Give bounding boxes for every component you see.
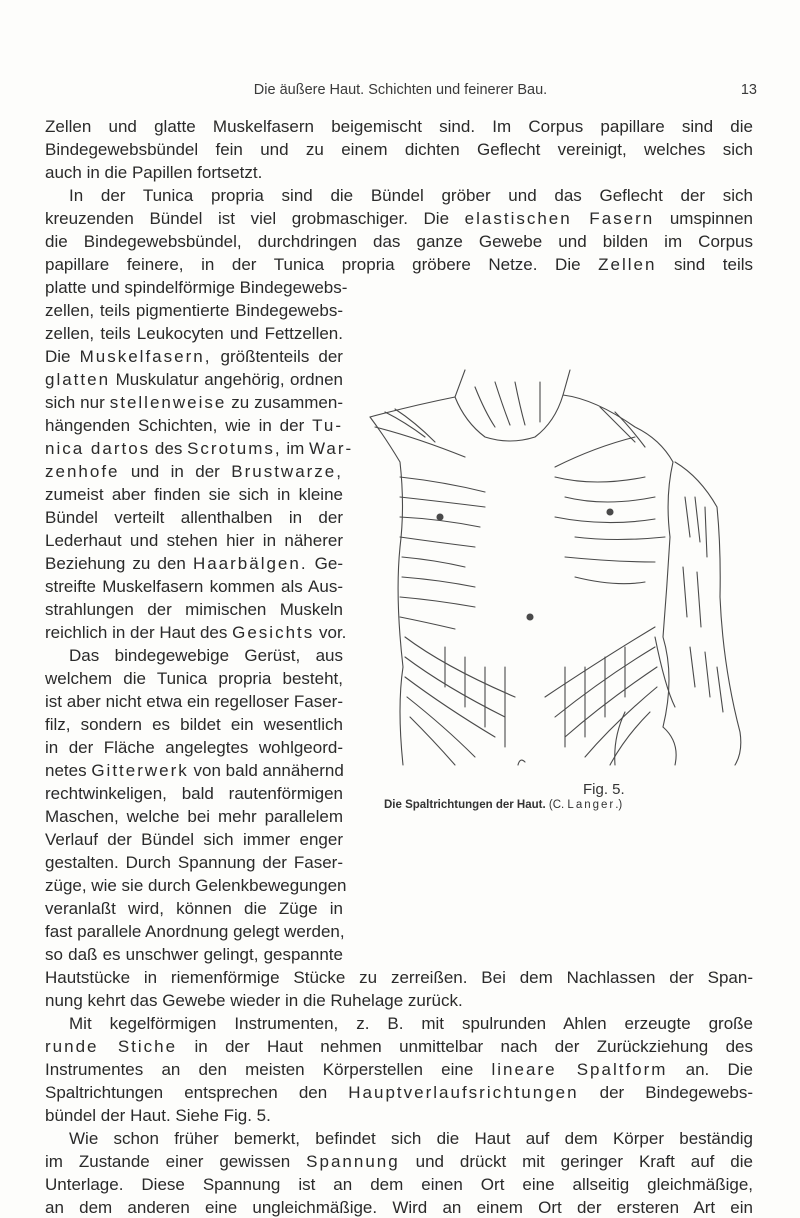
text-line: rechtwinkeligen, bald rautenförmigen [45, 784, 343, 803]
text-line: zellen, teils pigmentierte Bindegewebs- [45, 301, 343, 320]
text-span: größtenteils der [220, 347, 343, 366]
text-span: von bald annähernd [193, 761, 344, 780]
text-span: sind teils [674, 255, 753, 274]
text-line [45, 255, 753, 275]
text-line [45, 462, 343, 482]
text-span: Ge- [314, 554, 343, 573]
text-line: gestalten. Durch Spannung der Faser- [45, 853, 343, 872]
emphasis-span: Haarbälgen. [192, 554, 308, 573]
text-line: Hautstücke in riemenförmige Stücke zu zerreißen. Bei dem Nachlassen der Span- [45, 968, 753, 987]
text-span: im Zustande einer gewissen [45, 1152, 291, 1171]
text-span: vor. [318, 623, 347, 642]
emphasis-span: Scrotums, [187, 439, 282, 458]
text-line: streifte Muskelfasern kommen als Aus- [45, 577, 343, 596]
emphasis-span: Gitterwerk [91, 761, 189, 780]
emphasis-span: lineare Spaltform [491, 1060, 668, 1079]
text-span: der Bindegewebs- [599, 1083, 754, 1102]
text-line [45, 1037, 753, 1057]
text-line [45, 1083, 753, 1103]
emphasis-span: nica dartos [45, 439, 151, 458]
text-line: Maschen, welche bei mehr parallelem [45, 807, 343, 826]
text-line: zumeist aber finden sie sich in kleine [45, 485, 343, 504]
text-line: welchem die Tunica propria besteht, [45, 669, 343, 688]
text-span: kreuzenden Bündel ist viel grobmaschiger. Die [45, 209, 450, 228]
text-line [45, 1060, 753, 1080]
text-line [45, 761, 343, 781]
text-line: Verlauf der Bündel sich immer enger [45, 830, 343, 849]
text-line: platte und spindelförmige Bindegewebs- [45, 278, 348, 297]
text-line: Bindegewebsbündel fein und zu einem dichten Geflecht vereinigt, welches sich [45, 140, 753, 159]
text-line: Mit kegelförmigen Instrumenten, z. B. mit spulrunden Ahlen erzeugte große [69, 1014, 753, 1033]
text-line: züge, wie sie durch Gelenkbewegungen [45, 876, 347, 895]
text-span: Beziehung zu den [45, 554, 186, 573]
text-line: fast parallele Anordnung gelegt werden, [45, 922, 345, 941]
emphasis-span: zenhofe [45, 462, 120, 481]
emphasis-span: elastischen Fasern [464, 209, 655, 228]
text-line: bündel der Haut. Siehe Fig. 5. [45, 1106, 271, 1125]
running-title: Die äußere Haut. Schichten und feinerer Bau. [253, 82, 548, 98]
text-line: filz, sondern es bildet ein wesentlich [45, 715, 343, 734]
text-span: Instrumentes an den meisten Körperstellen eine [45, 1060, 474, 1079]
emphasis-span: Spannung [306, 1152, 400, 1171]
emphasis-span: runde Stiche [45, 1037, 178, 1056]
text-line [45, 623, 347, 643]
text-line: die Bindegewebsbündel, durchdringen das ganze Gewebe und bilden im Corpus [45, 232, 753, 251]
text-line: In der Tunica propria sind die Bündel gröber und das Geflecht der sich [69, 186, 753, 205]
text-line: Bündel verteilt allenthalben in der [45, 508, 343, 527]
text-span: netes [45, 761, 87, 780]
text-span: Die [45, 347, 71, 366]
caption-text: Die Spaltrichtungen der Haut. [384, 799, 546, 811]
text-line: Wie schon früher bemerkt, befindet sich die Haut auf dem Körper beständig [69, 1129, 753, 1148]
emphasis-span: Tu- [312, 416, 343, 435]
emphasis-span: Gesichts [232, 623, 315, 642]
text-line [45, 1152, 753, 1172]
running-header [44, 82, 757, 102]
text-line [45, 416, 343, 436]
text-span: sich nur [45, 393, 105, 412]
emphasis-span: glatten [45, 370, 111, 389]
text-line [45, 209, 753, 229]
figure-illustration [345, 367, 760, 773]
emphasis-span: Muskelfasern, [79, 347, 212, 366]
text-span: Muskulatur angehörig, ordnen [115, 370, 343, 389]
text-line: auch in die Papillen fortsetzt. [45, 163, 263, 182]
text-line [45, 439, 354, 459]
text-span: im [286, 439, 305, 458]
text-line: in der Fläche angelegtes wohlgeord- [45, 738, 343, 757]
text-line: veranlaßt wird, können die Züge in [45, 899, 343, 918]
text-span: an. Die [685, 1060, 753, 1079]
text-line [45, 554, 343, 574]
text-line: Lederhaut und stehen hier in näherer [45, 531, 343, 550]
page-number: 13 [740, 82, 757, 98]
text-line [45, 347, 343, 367]
text-span: des [154, 439, 183, 458]
text-line: Unterlage. Diese Spannung ist an dem einen Ort eine allseitig gleichmäßige, [45, 1175, 753, 1194]
emphasis-span: Brustwarze, [231, 462, 343, 481]
text-line: ist aber nicht etwa ein regelloser Faser- [45, 692, 343, 711]
emphasis-span: Zellen [598, 255, 657, 274]
text-span: und drückt mit geringer Kraft auf die [415, 1152, 753, 1171]
figure-number: Fig. 5. [583, 781, 625, 798]
caption-text: .) [615, 799, 623, 811]
text-span: hängenden Schichten, wie in der [45, 416, 305, 435]
emphasis-span: Hauptverlaufsrichtungen [348, 1083, 579, 1102]
text-span: reichlich in der Haut des [45, 623, 228, 642]
text-line: Zellen und glatte Muskelfasern beigemischt sind. Im Corpus papillare sind die [45, 117, 753, 136]
text-span: Spaltrichtungen entsprechen den [45, 1083, 328, 1102]
text-line [45, 370, 343, 390]
text-line: nung kehrt das Gewebe wieder in die Ruhelage zurück. [45, 991, 463, 1010]
text-line: an dem anderen eine ungleichmäßige. Wird an einem Ort der ersteren Art ein [45, 1198, 753, 1217]
emphasis-span: War- [309, 439, 354, 458]
text-span: und in der [130, 462, 220, 481]
figure-caption [384, 799, 622, 811]
text-span: zu zusammen- [231, 393, 343, 412]
caption-author: Langer [567, 799, 616, 811]
text-span: in der Haut nehmen unmittelbar nach der Zurückziehung des [194, 1037, 754, 1056]
text-line: zellen, teils Leukocyten und Fettzellen. [45, 324, 343, 343]
caption-text: (C. [548, 799, 565, 811]
text-line [45, 393, 343, 413]
text-span: umspinnen [669, 209, 753, 228]
text-span: papillare feinere, in der Tunica propria gröbere Netze. Die [45, 255, 581, 274]
emphasis-span: stellenweise [109, 393, 227, 412]
text-line: so daß es unschwer gelingt, gespannte [45, 945, 343, 964]
text-line: strahlungen der mimischen Muskeln [45, 600, 343, 619]
text-line: Das bindegewebige Gerüst, aus [69, 646, 343, 665]
